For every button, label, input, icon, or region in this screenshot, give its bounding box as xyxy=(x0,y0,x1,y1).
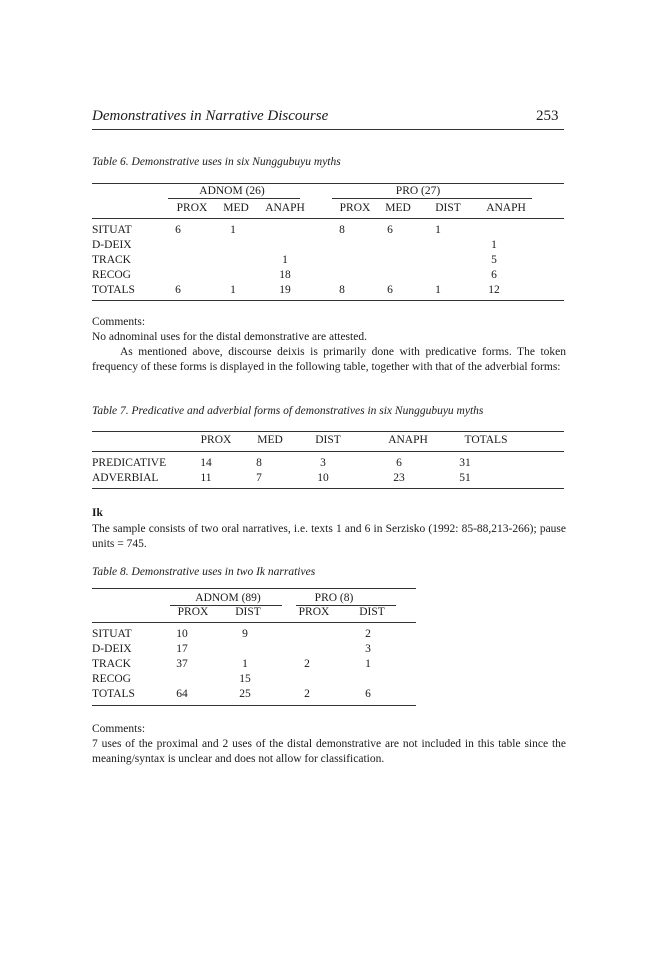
table6-col-header: PROX xyxy=(176,202,208,214)
table6-cell: 1 xyxy=(230,224,236,236)
table8-col-header: DIST xyxy=(359,606,385,618)
table6-row-label: SITUAT xyxy=(92,224,132,236)
table8-cell: 1 xyxy=(365,658,371,670)
table6-cell: 6 xyxy=(387,284,393,296)
table6-bottom-rule xyxy=(92,300,564,301)
table8-col-header: DIST xyxy=(235,606,261,618)
table6-col-header: ANAPH xyxy=(265,202,305,214)
table6-cell: 6 xyxy=(175,224,181,236)
table8-cell: 2 xyxy=(304,658,310,670)
table8-cell: 15 xyxy=(239,673,251,685)
section-heading-ik: Ik xyxy=(92,507,103,519)
table6-group-pro-rule xyxy=(332,198,532,199)
table6-col-header: ANAPH xyxy=(486,202,526,214)
table8-cell: 37 xyxy=(176,658,188,670)
running-header-title: Demonstratives in Narrative Discourse xyxy=(92,108,329,124)
comments2-heading: Comments: xyxy=(92,723,146,735)
table6-cell: 18 xyxy=(279,269,291,281)
table6-cell: 1 xyxy=(435,284,441,296)
table8-cell: 9 xyxy=(242,628,248,640)
table7-cell: 23 xyxy=(393,472,405,484)
table6-cell: 6 xyxy=(175,284,181,296)
table8-caption: Table 8. Demonstrative uses in two Ik narratives xyxy=(92,566,316,578)
table8-col-header: PROX xyxy=(177,606,209,618)
table8-cell: 25 xyxy=(239,688,251,700)
table7-col-header: PROX xyxy=(200,434,232,446)
table6-cell: 1 xyxy=(282,254,288,266)
table8-group-pro: PRO (8) xyxy=(314,592,354,604)
table6-top-rule xyxy=(92,183,564,184)
table7-col-header: DIST xyxy=(315,434,341,446)
table7-col-header: MED xyxy=(257,434,283,446)
table7-header-rule xyxy=(92,451,564,452)
comments1-heading: Comments: xyxy=(92,316,146,328)
comments1-line: No adnominal uses for the distal demonstrative are attested. xyxy=(92,331,367,343)
table6-cell: 8 xyxy=(339,284,345,296)
table8-cell: 1 xyxy=(242,658,248,670)
table8-bottom-rule xyxy=(92,705,416,706)
table6-group-pro: PRO (27) xyxy=(395,185,441,197)
table6-col-header: MED xyxy=(223,202,249,214)
table7-row-label: ADVERBIAL xyxy=(92,472,159,484)
table7-cell: 3 xyxy=(320,457,326,469)
table7-bottom-rule xyxy=(92,488,564,489)
comments1-paragraph: As mentioned above, discourse deixis is primarily done with predicative forms. The token frequency of these forms is displayed in the following table, together with that of the adverbial forms: xyxy=(92,346,566,373)
table8-row-label: SITUAT xyxy=(92,628,132,640)
table8-cell: 3 xyxy=(365,643,371,655)
table7-col-header: ANAPH xyxy=(388,434,428,446)
table6-col-header: MED xyxy=(385,202,411,214)
comments2-paragraph: 7 uses of the proximal and 2 uses of the distal demonstrative are not included in this table since the meaning/syntax is unclear and does not allow for classification. xyxy=(92,738,566,765)
table7-cell: 6 xyxy=(396,457,402,469)
table6-cell: 8 xyxy=(339,224,345,236)
table7-caption: Table 7. Predicative and adverbial forms of demonstratives in six Nunggubuyu myths xyxy=(92,405,484,417)
table8-row-label: D-DEIX xyxy=(92,643,132,655)
table8-header-rule xyxy=(92,622,416,623)
table7-cell: 10 xyxy=(317,472,329,484)
table6-group-adnom-rule xyxy=(168,198,300,199)
ik-paragraph: The sample consists of two oral narratives, i.e. texts 1 and 6 in Serzisko (1992: 85-88,213-266); pause units = 745. xyxy=(92,523,566,550)
table8-row-label: TOTALS xyxy=(92,688,135,700)
table7-cell: 8 xyxy=(256,457,262,469)
table6-cell: 6 xyxy=(491,269,497,281)
table6-cell: 1 xyxy=(491,239,497,251)
table8-cell: 10 xyxy=(176,628,188,640)
table7-cell: 31 xyxy=(459,457,471,469)
table6-col-header: DIST xyxy=(435,202,461,214)
page-number: 253 xyxy=(536,108,559,124)
table6-row-label: RECOG xyxy=(92,269,131,281)
table6-cell: 6 xyxy=(387,224,393,236)
table7-col-header: TOTALS xyxy=(464,434,508,446)
table8-col-header: PROX xyxy=(298,606,330,618)
table8-cell: 2 xyxy=(365,628,371,640)
table6-row-label: TRACK xyxy=(92,254,131,266)
table8-cell: 17 xyxy=(176,643,188,655)
table6-cell: 1 xyxy=(435,224,441,236)
table7-cell: 7 xyxy=(256,472,262,484)
table6-col-header: PROX xyxy=(339,202,371,214)
table8-cell: 64 xyxy=(176,688,188,700)
table8-row-label: RECOG xyxy=(92,673,131,685)
table6-group-adnom: ADNOM (26) xyxy=(199,185,265,197)
table8-group-adnom: ADNOM (89) xyxy=(195,592,261,604)
table7-cell: 51 xyxy=(459,472,471,484)
table7-row-label: PREDICATIVE xyxy=(92,457,167,469)
table6-row-label: D-DEIX xyxy=(92,239,132,251)
table6-cell: 1 xyxy=(230,284,236,296)
table8-cell: 2 xyxy=(304,688,310,700)
table6-cell: 5 xyxy=(491,254,497,266)
table6-header-rule xyxy=(92,218,564,219)
table8-row-label: TRACK xyxy=(92,658,131,670)
header-rule xyxy=(92,129,564,130)
table7-cell: 14 xyxy=(200,457,212,469)
table8-cell: 6 xyxy=(365,688,371,700)
table6-cell: 12 xyxy=(488,284,500,296)
table7-top-rule xyxy=(92,431,564,432)
table7-cell: 11 xyxy=(200,472,212,484)
table8-top-rule xyxy=(92,588,416,589)
table6-cell: 19 xyxy=(279,284,291,296)
table6-caption: Table 6. Demonstrative uses in six Nunggubuyu myths xyxy=(92,156,341,168)
table6-row-label: TOTALS xyxy=(92,284,135,296)
